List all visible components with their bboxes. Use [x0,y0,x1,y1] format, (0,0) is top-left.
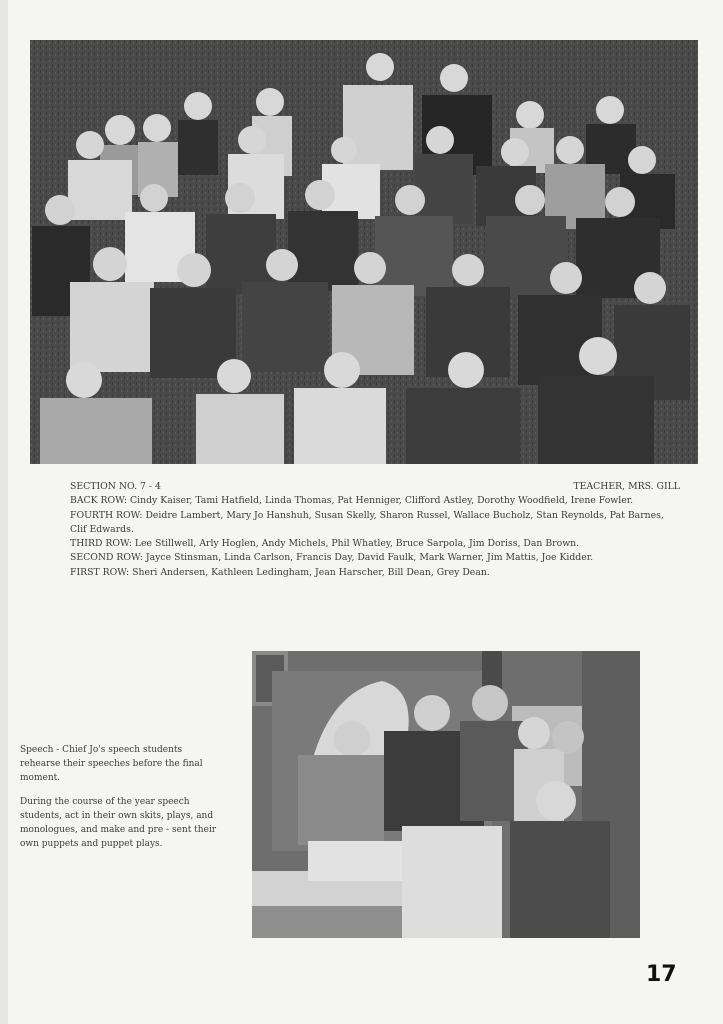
page-edge [0,0,8,1024]
teacher-name: TEACHER, MRS. GILL [573,481,680,492]
speech-caption-paragraph-2: During the course of the year speech students, act in their own skits, plays, and monologues, and make and pre - sent their own puppets and puppet plays. [20,797,217,849]
second-row-names: SECOND ROW: Jayce Stinsman, Linda Carlson, Francis Day, David Faulk, Mark Warner, Jim Mattis, Joe Kidder. [70,552,594,564]
caption-header [70,480,680,494]
class-photo-illustration [30,40,698,464]
speech-photo-illustration [252,651,640,938]
third-row-names: THIRD ROW: Lee Stillwell, Arly Hoglen, Andy Michels, Phil Whatley, Bruce Sarpola, Jim Doriss, Dan Brown. [70,538,580,550]
speech-caption [20,743,225,861]
back-row-names: BACK ROW: Cindy Kaiser, Tami Hatfield, Linda Thomas, Pat Henniger, Clifford Astley, Dorothy Woodfield, Irene Fowler. [70,495,634,507]
class-group-photo [30,40,698,464]
page-number: 17 [646,962,677,987]
fourth-row-names: FOURTH ROW: Deidre Lambert, Mary Jo Hanshuh, Susan Skelly, Sharon Russel, Wallace Bucholz, Stan Reynolds, Pat Barnes, Clif Edwards. [70,509,664,535]
first-row-names: FIRST ROW: Sheri Andersen, Kathleen Ledingham, Jean Harscher, Bill Dean, Grey Dean. [70,566,490,578]
section-number: SECTION NO. 7 - 4 [70,481,161,492]
class-photo-caption [70,480,680,580]
speech-class-photo [252,651,640,938]
speech-caption-paragraph-1: Speech - Chief Jo's speech students rehearse their speeches before the final moment. [20,745,203,783]
